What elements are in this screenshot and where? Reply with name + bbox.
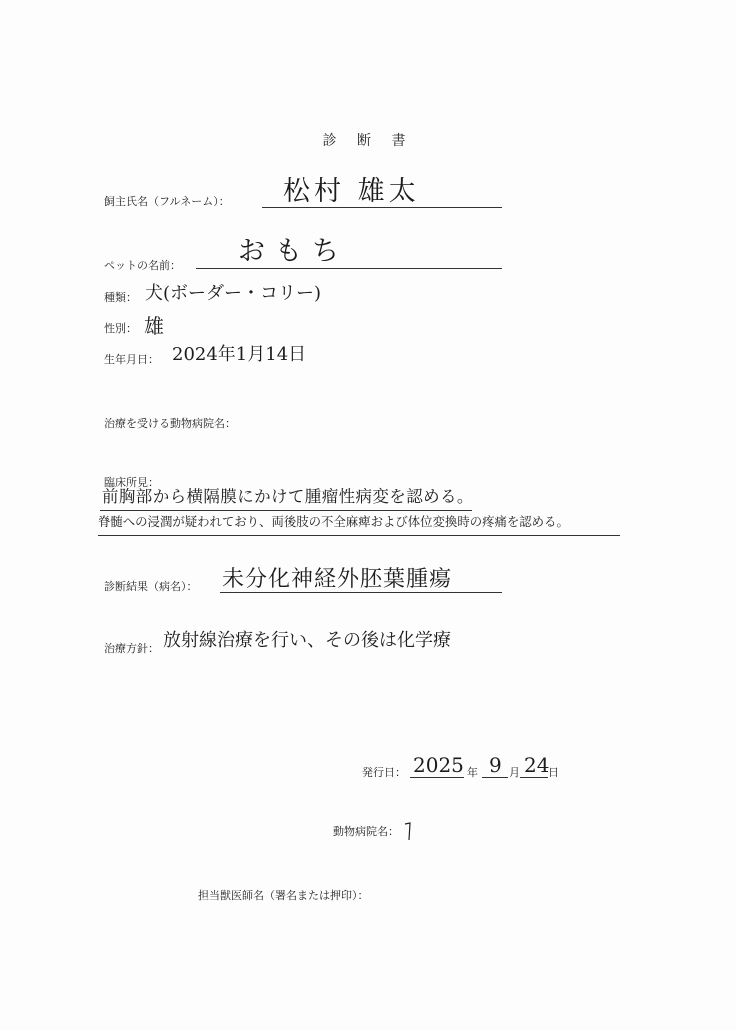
- diagnosis-underline: [220, 592, 502, 593]
- issue-year-value: 2025: [413, 753, 464, 777]
- pet-name-value: おもち: [238, 236, 349, 267]
- clinical-findings-line2-underline: [98, 535, 620, 536]
- treatment-plan-label: 治療方針：: [104, 642, 159, 655]
- issue-month-underline: [482, 777, 508, 778]
- diagnosis-value: 未分化神経外胚葉腫瘍: [222, 567, 453, 592]
- clinical-findings-line1: 前胸部から横隔膜にかけて腫瘤性病変を認める。: [102, 487, 474, 506]
- pen-stroke-mark: [404, 822, 412, 842]
- issue-day-value: 24: [524, 753, 550, 777]
- species-label: 種類：: [104, 291, 137, 304]
- document-title: 診 断 書: [322, 133, 414, 149]
- veterinarian-label: 担当獣医師名（署名または押印）：: [198, 889, 369, 902]
- pet-name-label: ペットの名前：: [104, 259, 181, 272]
- issue-day-unit: 日: [548, 766, 559, 779]
- treating-hospital-label: 治療を受ける動物病院名：: [104, 417, 236, 430]
- clinical-findings-line2: 脊髄への浸潤が疑われており、両後肢の不全麻痺および体位変換時の疼痛を認める。: [98, 514, 569, 529]
- issue-year-unit: 年: [467, 766, 478, 779]
- birth-date-label: 生年月日：: [104, 353, 159, 366]
- species-value: 犬(ボーダー・コリー): [145, 283, 322, 304]
- issue-day-underline: [520, 777, 548, 778]
- clinic-name-label: 動物病院名：: [333, 825, 399, 838]
- treatment-plan-value: 放射線治療を行い、その後は化学療: [163, 630, 451, 651]
- clinical-findings-line1-underline: [100, 510, 472, 511]
- sex-value: 雄: [144, 314, 164, 338]
- issue-month-unit: 月: [509, 766, 520, 779]
- issue-year-underline: [410, 777, 464, 778]
- birth-date-value: 2024年1月14日: [172, 344, 307, 365]
- owner-name-underline: [262, 207, 502, 208]
- pet-name-underline: [196, 268, 502, 269]
- owner-name-label: 飼主氏名（フルネーム）：: [104, 195, 230, 208]
- owner-name-value: 松村 雄太: [283, 176, 420, 207]
- clinical-findings-label: 臨床所見：: [104, 476, 159, 489]
- diagnosis-label: 診断結果（病名）：: [104, 580, 198, 593]
- issue-date-label: 発行日：: [362, 766, 406, 779]
- sex-label: 性別：: [104, 322, 137, 335]
- issue-month-value: 9: [489, 753, 502, 777]
